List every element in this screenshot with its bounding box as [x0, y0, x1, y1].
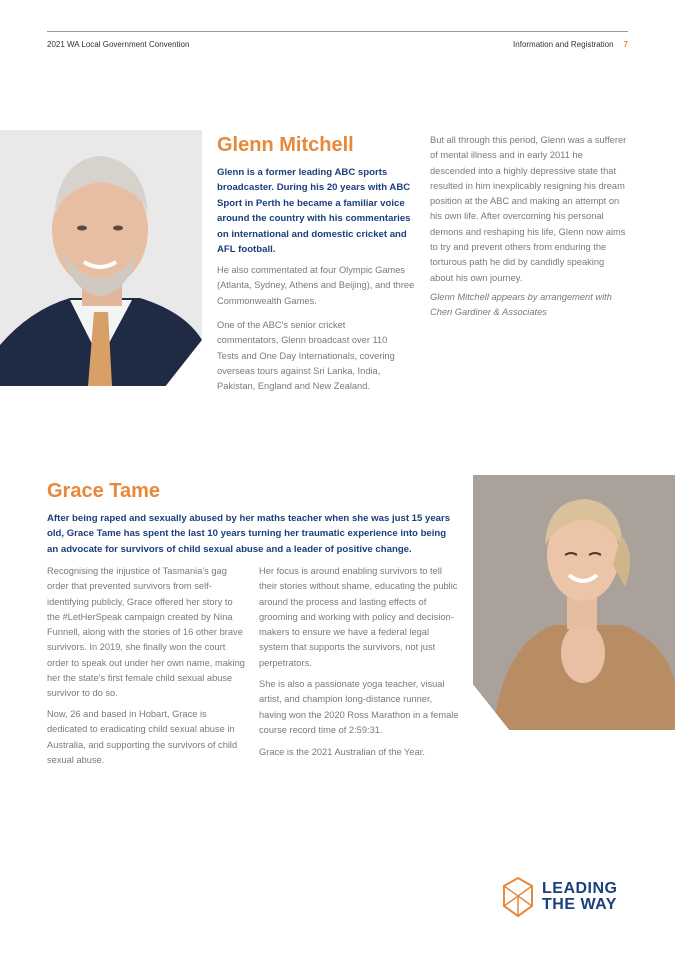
header-right	[513, 40, 628, 49]
grace-tame-hobart: Now, 26 and based in Hobart, Grace is dedicated to eradicating child sexual abuse in Australia, and supporting the survivors of child sexual abuse.	[47, 709, 238, 765]
grace-tame-australian-of-year: Grace is the 2021 Australian of the Year.	[259, 747, 425, 757]
grace-tame-portrait	[473, 475, 675, 730]
logo-mark-icon	[500, 876, 536, 918]
header-convention-title: 2021 WA Local Government Convention	[47, 40, 190, 49]
logo-line2: THE WAY	[542, 896, 617, 913]
glenn-mitchell-portrait	[0, 130, 202, 386]
glenn-mitchell-olympics: He also commentated at four Olympic Games (Atlanta, Sydney, Athens and Beijing), and three Commonwealth Games.	[217, 265, 415, 306]
grace-tame-yoga: She is also a passionate yoga teacher, visual artist, and champion long-distance runner, having won the 2020 Ross Marathon in a female course record time of 2:59:31.	[259, 679, 459, 735]
grace-tame-letherspeak: Recognising the injustice of Tasmania's gag order that prevented survivors from self-identifying publicly, Grace offered her story to the #LetHerSpeak campaign created by Nina Funnell, along with the stories of 16 other brave survivors. In 2019, she finally won the court order to speak out under her own name, making her the state's first female child sexual abuse survivor to do so.	[47, 566, 245, 699]
header-rule	[47, 31, 628, 32]
glenn-mitchell-cricket: One of the ABC's senior cricket commentators, Glenn broadcast over 110 Tests and One Day Internationals, covering overseas tours against Sri Lanka, India, Pakistan, England and New Zealand.	[217, 320, 395, 392]
page-number: 7	[623, 40, 628, 49]
grace-tame-focus: Her focus is around enabling survivors to tell their stories without shame, educating the public around the process and lasting effects of grooming and working with policy and decision-makers to ensure we have a federal legal system that supports the survivors, not just perpetrators.	[259, 566, 458, 668]
grace-tame-name: Grace Tame	[47, 480, 161, 502]
logo-line1: LEADING	[542, 880, 618, 897]
glenn-mitchell-arrangement-note: Glenn Mitchell appears by arrangement with Cheri Gardiner & Associates	[430, 292, 612, 318]
glenn-mitchell-intro: Glenn is a former leading ABC sports broadcaster. During his 20 years with ABC Sport in Perth he became a familiar voice around the country with his commentaries on international and domestic cricket and AFL football.	[217, 167, 411, 256]
header-section-title: Information and Registration	[513, 40, 614, 49]
glenn-mitchell-mental-health: But all through this period, Glenn was a sufferer of mental illness and in early 2011 he descended into a highly depressive state that resulted in him inexplicably resigning his dream position at the ABC and making an attempt on his own life. After overcoming his personal demons and reshaping his life, Glenn now aims to try and prevent others from enduring the torturous path he did by candidly speaking about his own journey.	[430, 135, 627, 283]
leading-the-way-logo	[500, 876, 618, 918]
glenn-mitchell-name: Glenn Mitchell	[217, 134, 354, 156]
grace-tame-intro: After being raped and sexually abused by her maths teacher when she was just 15 years old, Grace Tame has spent the last 10 years turning her traumatic experience into being an advocate for survivors of child sexual abuse and a leader of positive change.	[47, 513, 451, 555]
